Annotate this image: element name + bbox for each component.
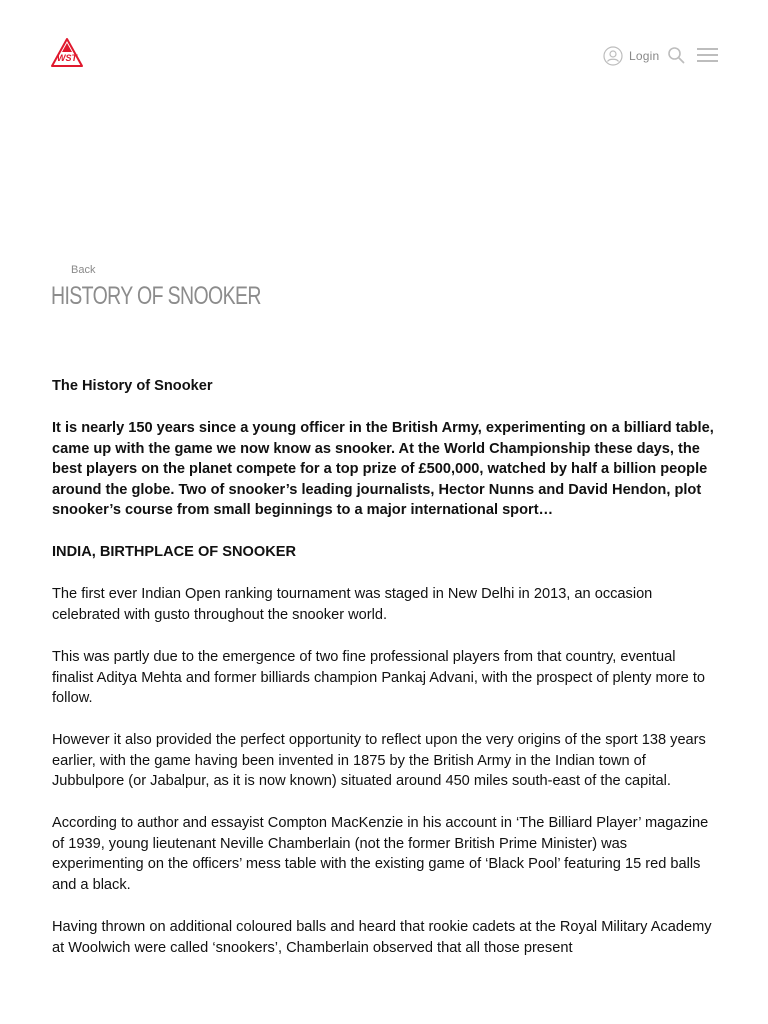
logo-text: WST bbox=[57, 53, 77, 63]
wst-logo[interactable] bbox=[50, 37, 84, 69]
article-paragraph: This was partly due to the emergence of two fine professional players from that country, eventual finalist Aditya Mehta and former billiards champion Pankaj Advani, with the prospect of plenty more to follow. bbox=[52, 648, 706, 707]
login-label: Login bbox=[629, 49, 660, 63]
login-button[interactable] bbox=[603, 45, 659, 67]
user-circle-icon bbox=[603, 46, 623, 66]
site-header bbox=[0, 0, 768, 110]
back-label: Back bbox=[71, 264, 96, 276]
article-heading: The History of Snooker bbox=[52, 378, 213, 394]
article-body bbox=[52, 376, 716, 980]
search-icon[interactable] bbox=[667, 46, 685, 64]
article-paragraph: The first ever Indian Open ranking tournament was staged in New Delhi in 2013, an occasion celebrated with gusto throughout the snooker world. bbox=[52, 586, 653, 623]
article-paragraph: Having thrown on additional coloured balls and heard that rookie cadets at the Royal Military Academy at Woolwich were called ‘snookers’, Chamberlain observed that all those present bbox=[52, 919, 712, 956]
article-paragraph: According to author and essayist Compton MacKenzie in his account in ‘The Billiard Player’ magazine of 1939, young lieutenant Neville Chamberlain (not the former British Prime Minister) was experimenting on the officers’ mess table with the existing game of ‘Black Pool’ featuring 15 red balls and a black. bbox=[52, 815, 709, 894]
article-paragraph: However it also provided the perfect opportunity to reflect upon the very origins of the sport 138 years earlier, with the game having been invented in 1875 by the British Army in the Indian town of Jubbulpore (or Jabalpur, as it is now known) situated around 450 miles south-east of the capital. bbox=[52, 732, 706, 790]
hamburger-menu-icon[interactable] bbox=[697, 47, 718, 63]
wst-logo-icon bbox=[50, 37, 84, 69]
viewport-bottom-mask bbox=[0, 985, 768, 1024]
page-title: HISTORY OF SNOOKER bbox=[51, 282, 261, 310]
arrow-left-icon bbox=[52, 264, 66, 276]
article-intro: It is nearly 150 years since a young officer in the British Army, experimenting on a billiard table, came up with the game we now know as snooker. At the World Championship these days, the best players on the planet compete for a top prize of £500,000, watched by half a billion people around the globe. Two of snooker’s leading journalists, Hector Nunns and David Hendon, plot snooker’s course from small beginnings to a major international sport… bbox=[52, 419, 714, 519]
back-link[interactable] bbox=[52, 263, 95, 277]
section-heading: INDIA, BIRTHPLACE OF SNOOKER bbox=[52, 544, 297, 561]
